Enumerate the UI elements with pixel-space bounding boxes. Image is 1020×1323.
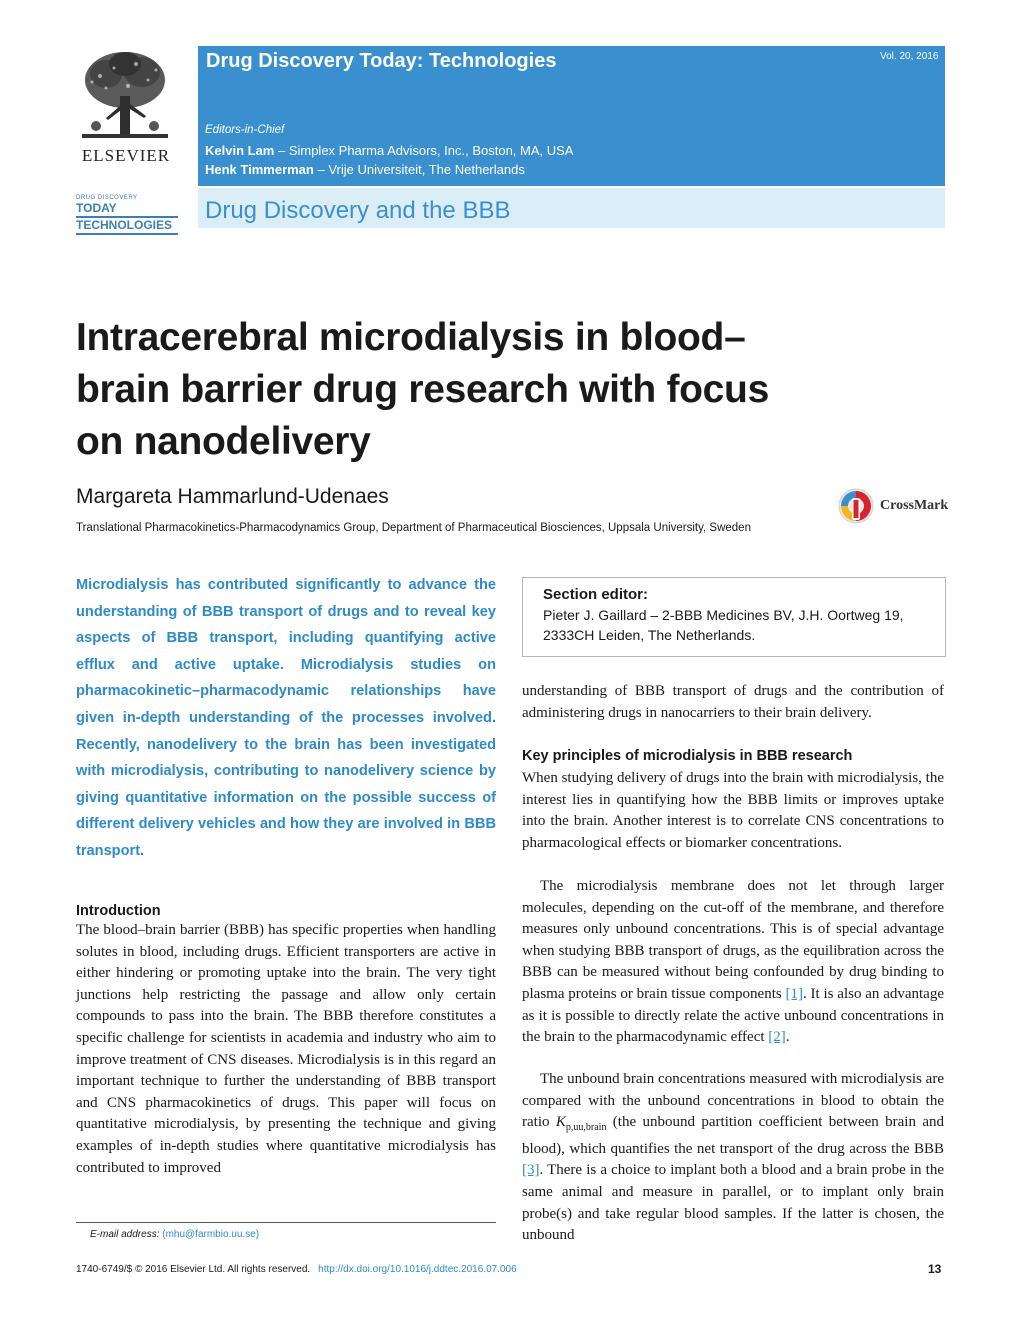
reference-link[interactable]: [2]	[768, 1029, 786, 1046]
editor-affiliation: – Vrije Universiteit, The Netherlands	[313, 162, 525, 177]
journal-logo-divider-bottom	[76, 233, 178, 235]
doi-link[interactable]: http://dx.doi.org/10.1016/j.ddtec.2016.07.006	[318, 1264, 517, 1275]
journal-logo	[76, 195, 178, 236]
editor-line	[205, 143, 573, 158]
abstract-text: Microdialysis has contributed significantly to advance the understanding of BBB transport of drugs and to reveal key aspects of BBB transport, including quantifying active efflux and active uptake. Microdialysis studies on pharmacokinetic–pharmacodynamic relationships have given in-depth understanding of the processes involved. Recently, nanodelivery to the brain has been investigated with microdialysis, contributing to nanodelivery science by giving quantitative information on the possible success of different delivery vehicles and how they are involved in BBB transport.	[76, 577, 496, 859]
reference-link[interactable]: [1]	[785, 985, 804, 1002]
paragraph-text: . There is a choice to implant both a blood and a brain probe in the same animal and measure in parallel, or to implant only brain probe(s) and take regular blood samples. If the latter is chosen, the unbound	[522, 1162, 944, 1244]
section-editor-label: Section editor:	[543, 586, 649, 603]
author-name: Margareta Hammarlund-Udenaes	[76, 485, 389, 508]
publisher-name: ELSEVIER	[81, 146, 171, 165]
editor-name: Kelvin Lam	[205, 143, 275, 158]
key-principles-paragraph: When studying delivery of drugs into the brain with microdialysis, the interest lies in quantifying how the BBB limits or improves uptake into the brain. Another interest is to correlate CNS concentrations to pharmacological effects or biomarker concentrations.	[522, 770, 945, 851]
volume-label: Vol. 20, 2016	[880, 51, 939, 62]
kp-subscript: p,uu,brain	[565, 1122, 607, 1134]
editor-name: Henk Timmerman	[205, 162, 314, 177]
footnote-divider	[76, 1222, 496, 1223]
editor-line	[205, 162, 525, 177]
reference-link[interactable]: [3]	[522, 1162, 540, 1179]
key-principles-paragraph	[522, 876, 944, 1049]
introduction-continued-paragraph: understanding of BBB transport of drugs and the contribution of administering drugs in nanocarriers to their brain delivery.	[522, 683, 944, 721]
article-title	[76, 312, 946, 468]
elsevier-tree-logo-icon	[76, 46, 174, 144]
journal-logo-small-text: DRUG DISCOVERY	[76, 195, 138, 201]
kp-symbol: K	[555, 1114, 566, 1131]
email-label: E-mail address:	[90, 1229, 160, 1240]
key-principles-paragraph	[522, 1069, 944, 1247]
section-editor-line: Pieter J. Gaillard – 2-BBB Medicines BV, J.H. Oortweg 19,	[543, 607, 904, 623]
journal-name: Drug Discovery Today: Technologies	[206, 50, 557, 72]
page-number: 13	[928, 1262, 942, 1276]
editor-affiliation: – Simplex Pharma Advisors, Inc., Boston, MA, USA	[274, 143, 574, 158]
paragraph-text: The microdialysis membrane does not let through larger molecules, depending on the cut-off of the membrane, and therefore measures only unbound concentrations. This is of special advantage when studying BBB transport of drugs, as the equilibration across the BBB can be measured without being confounded by drug binding to plasma proteins or brain tissue components	[522, 878, 944, 1002]
section-editor-line: 2333CH Leiden, The Netherlands.	[543, 627, 756, 643]
article-title-line: brain barrier drug research with focus	[76, 368, 769, 411]
paragraph-text: . It is also an advantage as it is possible to directly relate the active unbound concentrations in the brain to the pharmacodynamic effect	[522, 985, 944, 1046]
paragraph-text: .	[785, 1029, 790, 1046]
paragraph-text: (the unbound partition coefficient between brain and blood), which quantifies the net transport of the drug across the BBB	[522, 1114, 944, 1157]
email-link[interactable]: (mhu@farmbio.uu.se)	[162, 1229, 260, 1240]
editors-in-chief-label: Editors-in-Chief	[205, 124, 285, 136]
journal-logo-bottom-text: TECHNOLOGIES	[76, 218, 173, 232]
paragraph-text: The unbound brain concentrations measured with microdialysis are compared with the unbound concentrations in blood to obtain the ratio	[522, 1071, 944, 1131]
section-title: Drug Discovery and the BBB	[205, 197, 511, 224]
footer-copyright	[76, 1264, 517, 1275]
article-title-line: on nanodelivery	[76, 420, 371, 463]
issn-copyright: 1740-6749/$ © 2016 Elsevier Ltd. All rights reserved.	[76, 1264, 311, 1275]
journal-logo-top-text: TODAY	[76, 201, 117, 215]
introduction-heading: Introduction	[76, 903, 161, 919]
key-principles-heading: Key principles of microdialysis in BBB research	[522, 748, 853, 764]
author-affiliation: Translational Pharmacokinetics-Pharmacodynamics Group, Department of Pharmaceutical Biosciences, Uppsala University, Sweden	[76, 522, 751, 534]
article-title-line: Intracerebral microdialysis in blood–	[76, 316, 746, 359]
crossmark-label[interactable]: CrossMark	[880, 498, 949, 513]
footnote	[90, 1229, 259, 1240]
introduction-paragraph: The blood–brain barrier (BBB) has specific properties when handling solutes in blood, including drugs. Efficient transporters are active in either hindering or promoting uptake into the brain. The very tight junctions help restricting the passage and allow only certain compounds to pass into the brain. The BBB therefore constitutes a specific challenge for scientists in academia and industry who aim to improve treatment of CNS diseases. Microdialysis is in this regard an important technique to further the understanding of BBB transport and CNS pharmacokinetics of drugs. This paper will focus on quantitative microdialysis, by presenting the technique and giving examples of in-depth studies where quantitative microdialysis has contributed to improved	[76, 922, 496, 1176]
